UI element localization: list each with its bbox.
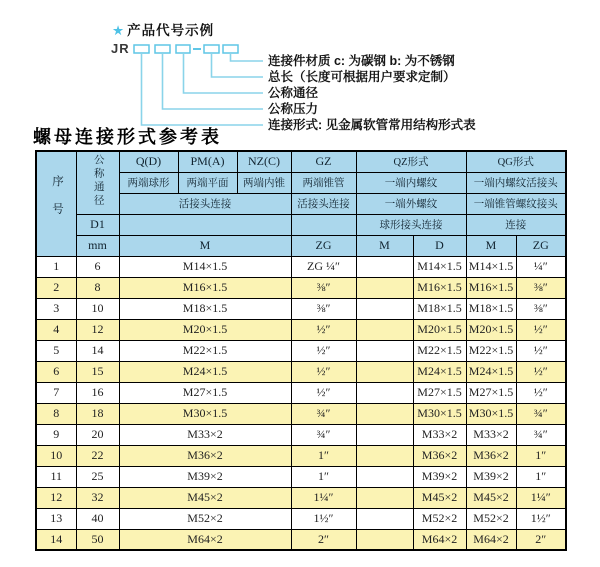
cell-qz-d: M36×2: [413, 445, 466, 466]
cell-qg-m: M27×1.5: [466, 382, 516, 403]
cell-qg-zg: ½″: [516, 340, 566, 361]
cell-qg-m: M22×1.5: [466, 340, 516, 361]
cell-qz-m: [356, 424, 413, 445]
cell-qg-m: M64×2: [466, 529, 516, 550]
header-desc-qz: 一端内螺纹: [356, 172, 466, 193]
callout-label-pressure: 公称压力: [268, 102, 319, 116]
cell-m: M22×1.5: [119, 340, 291, 361]
cell-gz-zg: ¾″: [291, 403, 356, 424]
cell-dn: 40: [76, 508, 119, 529]
cell-qg-zg: ⅜″: [516, 277, 566, 298]
cell-seq: 4: [36, 319, 76, 340]
header-unit-zg: ZG: [291, 235, 356, 256]
header-desc-nz: 两端内锥: [237, 172, 291, 193]
cell-qz-d: M39×2: [413, 466, 466, 487]
header-conn2-qg: 连接: [466, 214, 566, 235]
cell-qz-d: M20×1.5: [413, 319, 466, 340]
table-row: [36, 466, 566, 487]
cell-qg-zg: ½″: [516, 319, 566, 340]
cell-m: M20×1.5: [119, 319, 291, 340]
cell-qg-m: M24×1.5: [466, 361, 516, 382]
table-row: [36, 256, 566, 277]
callout-label-material: 连接件材质 c: 为碳钢 b: 为不锈钢: [268, 54, 455, 68]
code-box-icons: [134, 45, 238, 53]
header-dn: 公称通径: [76, 151, 119, 214]
cell-qg-zg: 1½″: [516, 508, 566, 529]
header-form-qg: QG形式: [466, 151, 566, 172]
table-row: [36, 361, 566, 382]
cell-gz-zg: 1½″: [291, 508, 356, 529]
cell-gz-zg: 1″: [291, 466, 356, 487]
cell-qz-d: M14×1.5: [413, 256, 466, 277]
cell-gz-zg: 1¼″: [291, 487, 356, 508]
cell-gz-zg: ZG ¼″: [291, 256, 356, 277]
cell-gz-zg: ½″: [291, 361, 356, 382]
cell-dn: 16: [76, 382, 119, 403]
cell-dn: 20: [76, 424, 119, 445]
cell-m: M24×1.5: [119, 361, 291, 382]
cell-qg-zg: ½″: [516, 382, 566, 403]
header-unit-m: M: [119, 235, 291, 256]
header-form-pm: PM(A): [178, 151, 237, 172]
table-body: [36, 256, 566, 550]
header-seq: 序号: [36, 151, 76, 256]
cell-qz-d: M27×1.5: [413, 382, 466, 403]
cell-dn: 12: [76, 319, 119, 340]
code-prefix: JR: [111, 41, 130, 56]
header-form-q: Q(D): [119, 151, 178, 172]
header-unit-qg-zg: ZG: [516, 235, 566, 256]
cell-qz-m: [356, 445, 413, 466]
header-form-nz: NZ(C): [237, 151, 291, 172]
cell-gz-zg: 1″: [291, 445, 356, 466]
cell-m: M64×2: [119, 529, 291, 550]
cell-gz-zg: ½″: [291, 382, 356, 403]
cell-qz-d: M33×2: [413, 424, 466, 445]
cell-qg-zg: ¼″: [516, 256, 566, 277]
cell-qg-m: M18×1.5: [466, 298, 516, 319]
star-icon: ★: [112, 23, 126, 38]
header-unit-qz-d: D: [413, 235, 466, 256]
cell-seq: 8: [36, 403, 76, 424]
cell-qg-m: M39×2: [466, 466, 516, 487]
cell-dn: 6: [76, 256, 119, 277]
cell-seq: 2: [36, 277, 76, 298]
table-title: 螺母连接形式参考表: [33, 127, 222, 147]
cell-dn: 25: [76, 466, 119, 487]
cell-gz-zg: ½″: [291, 340, 356, 361]
cell-qg-m: M33×2: [466, 424, 516, 445]
callout-lines: [142, 53, 264, 125]
cell-qz-m: [356, 256, 413, 277]
cell-qz-m: [356, 466, 413, 487]
cell-seq: 7: [36, 382, 76, 403]
nut-connection-table: [35, 150, 567, 551]
header-conn-qg: 一端锥管螺纹接头: [466, 193, 566, 214]
cell-qz-d: M18×1.5: [413, 298, 466, 319]
header-ballconn-qz: 球形接头连接: [356, 214, 466, 235]
header-d1: D1: [76, 214, 119, 235]
cell-dn: 50: [76, 529, 119, 550]
table-row: [36, 529, 566, 550]
cell-gz-zg: ⅜″: [291, 298, 356, 319]
cell-dn: 15: [76, 361, 119, 382]
cell-seq: 6: [36, 361, 76, 382]
cell-seq: 9: [36, 424, 76, 445]
cell-qz-d: M24×1.5: [413, 361, 466, 382]
header-desc-qg: 一端内螺纹活接头: [466, 172, 566, 193]
table-row: [36, 403, 566, 424]
cell-qz-d: M30×1.5: [413, 403, 466, 424]
cell-qz-m: [356, 382, 413, 403]
cell-qg-m: M30×1.5: [466, 403, 516, 424]
cell-seq: 5: [36, 340, 76, 361]
callout-label-diameter: 公称通径: [268, 86, 319, 100]
cell-qz-m: [356, 298, 413, 319]
callout-label-connection: 连接形式: 见金属软管常用结构形式表: [268, 118, 476, 132]
cell-m: M36×2: [119, 445, 291, 466]
header-desc-pm: 两端平面: [178, 172, 237, 193]
callout-label-length: 总长（长度可根据用户要求定制）: [268, 70, 456, 84]
header-desc-gz: 两端锥管: [291, 172, 356, 193]
cell-dn: 32: [76, 487, 119, 508]
cell-qg-m: M16×1.5: [466, 277, 516, 298]
header-unit-qz-m: M: [356, 235, 413, 256]
cell-m: M33×2: [119, 424, 291, 445]
cell-qz-m: [356, 319, 413, 340]
cell-gz-zg: ¾″: [291, 424, 356, 445]
cell-seq: 12: [36, 487, 76, 508]
cell-dn: 8: [76, 277, 119, 298]
cell-qg-m: M45×2: [466, 487, 516, 508]
cell-qz-m: [356, 361, 413, 382]
cell-gz-zg: ⅜″: [291, 277, 356, 298]
header-conn-qz: 一端外螺纹: [356, 193, 466, 214]
table-row: [36, 382, 566, 403]
cell-qg-zg: ½″: [516, 361, 566, 382]
cell-m: M52×2: [119, 508, 291, 529]
table-row: [36, 487, 566, 508]
cell-seq: 3: [36, 298, 76, 319]
cell-gz-zg: 2″: [291, 529, 356, 550]
cell-qg-zg: ¾″: [516, 424, 566, 445]
cell-qg-m: M52×2: [466, 508, 516, 529]
table-row: [36, 340, 566, 361]
header-form-qz: QZ形式: [356, 151, 466, 172]
cell-qg-zg: ¾″: [516, 403, 566, 424]
cell-m: M18×1.5: [119, 298, 291, 319]
cell-qg-zg: 1¼″: [516, 487, 566, 508]
cell-dn: 18: [76, 403, 119, 424]
cell-qz-m: [356, 487, 413, 508]
cell-seq: 11: [36, 466, 76, 487]
cell-qg-zg: ⅜″: [516, 298, 566, 319]
cell-m: M39×2: [119, 466, 291, 487]
cell-seq: 1: [36, 256, 76, 277]
table-row: [36, 319, 566, 340]
header-blank-gz: [291, 214, 356, 235]
cell-qg-m: M14×1.5: [466, 256, 516, 277]
cell-qz-m: [356, 529, 413, 550]
cell-qz-m: [356, 403, 413, 424]
header-mm: mm: [76, 235, 119, 256]
cell-m: M27×1.5: [119, 382, 291, 403]
header-blank-left: [119, 214, 291, 235]
cell-qg-m: M36×2: [466, 445, 516, 466]
cell-m: M16×1.5: [119, 277, 291, 298]
header-form-gz: GZ: [291, 151, 356, 172]
cell-qg-m: M20×1.5: [466, 319, 516, 340]
header-unit-qg-m: M: [466, 235, 516, 256]
cell-seq: 14: [36, 529, 76, 550]
cell-m: M14×1.5: [119, 256, 291, 277]
cell-gz-zg: ½″: [291, 319, 356, 340]
cell-qz-d: M64×2: [413, 529, 466, 550]
table-row: [36, 277, 566, 298]
cell-dn: 22: [76, 445, 119, 466]
cell-qz-d: M45×2: [413, 487, 466, 508]
diagram-title: [112, 19, 214, 39]
header-desc-q: 两端球形: [119, 172, 178, 193]
cell-qz-d: M52×2: [413, 508, 466, 529]
table-row: [36, 298, 566, 319]
cell-seq: 13: [36, 508, 76, 529]
diagram-title-text: 产品代号示例: [127, 23, 215, 38]
cell-qz-d: M16×1.5: [413, 277, 466, 298]
table-row: [36, 424, 566, 445]
table-row: [36, 508, 566, 529]
cell-qz-m: [356, 277, 413, 298]
cell-m: M45×2: [119, 487, 291, 508]
table-header: [36, 151, 566, 256]
cell-dn: 14: [76, 340, 119, 361]
cell-dn: 10: [76, 298, 119, 319]
cell-qz-m: [356, 508, 413, 529]
header-conn-gz: 活接头连接: [291, 193, 356, 214]
table-row: [36, 445, 566, 466]
cell-qg-zg: 1″: [516, 466, 566, 487]
cell-qz-m: [356, 340, 413, 361]
cell-qz-d: M22×1.5: [413, 340, 466, 361]
cell-m: M30×1.5: [119, 403, 291, 424]
cell-seq: 10: [36, 445, 76, 466]
header-conn-union: 活接头连接: [119, 193, 291, 214]
cell-qg-zg: 1″: [516, 445, 566, 466]
cell-qg-zg: 2″: [516, 529, 566, 550]
